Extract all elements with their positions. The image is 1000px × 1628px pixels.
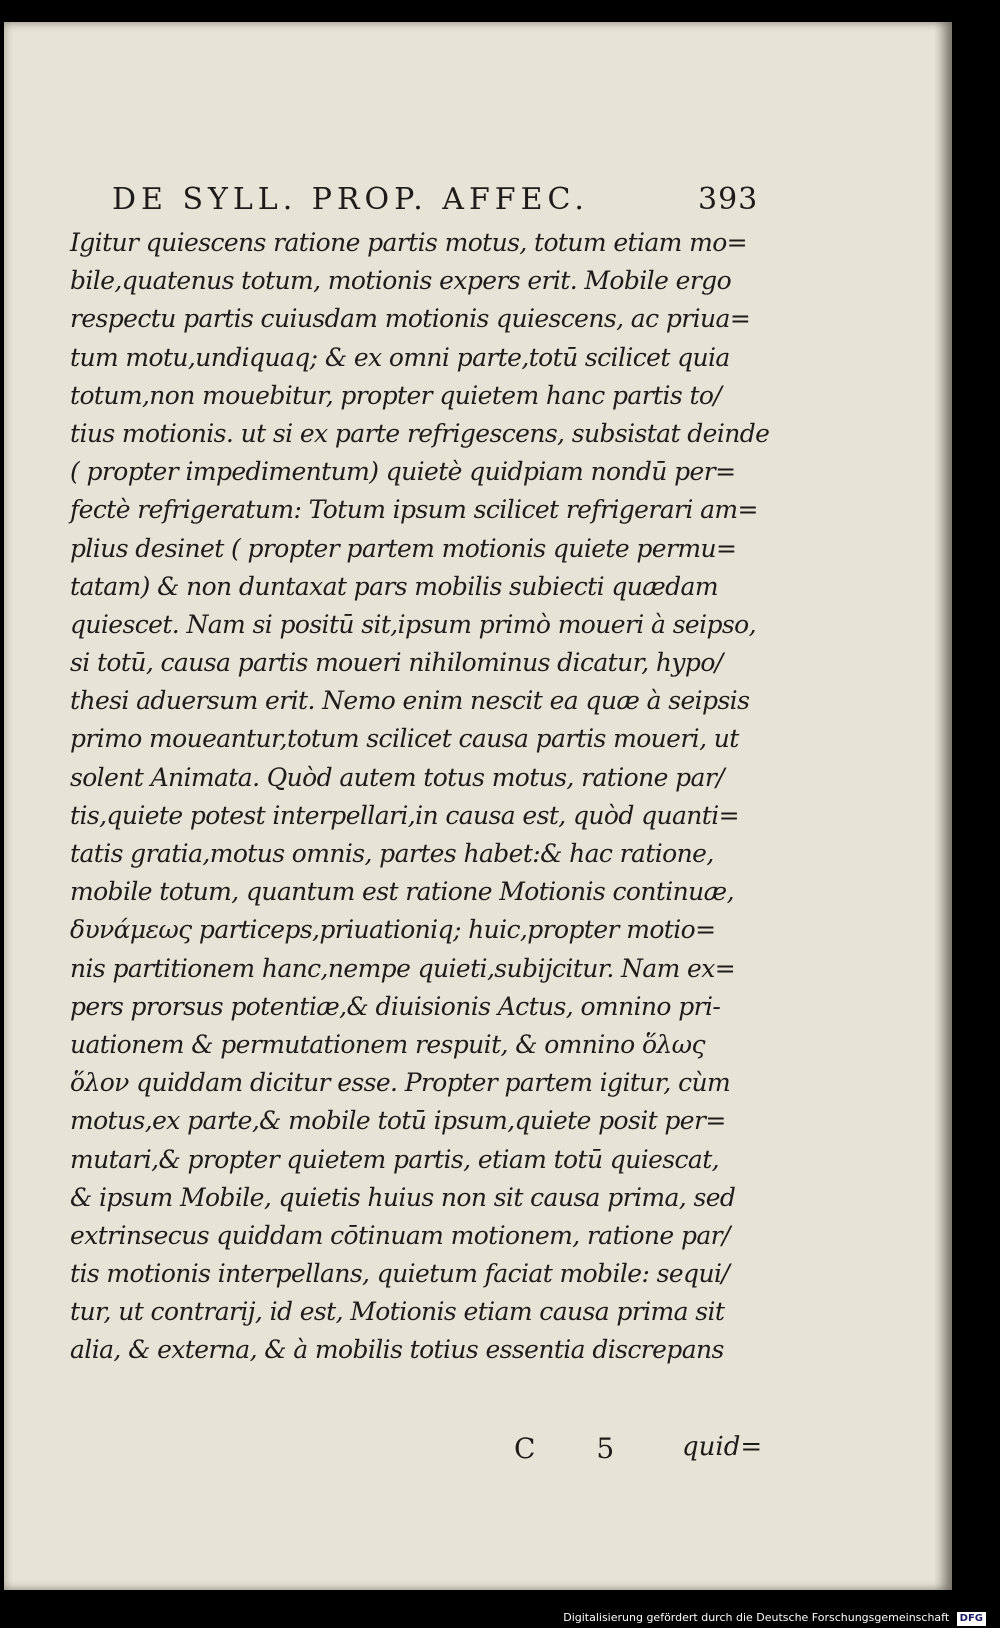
text-line: thesi aduersum erit. Nemo enim nescit ea quæ à seipsis [70, 686, 750, 716]
text-line: Igitur quiescens ratione partis motus, totum etiam mo= [70, 228, 748, 257]
text-line: totum,non mouebitur, propter quietem hanc partis to/ [70, 380, 722, 410]
text-line: uationem & permutationem respuit, & omnino ὅλως [70, 1029, 705, 1059]
text-line: & ipsum Mobile, quietis huius non sit causa prima, sed [70, 1182, 736, 1212]
text-line: mutari,& propter quietem partis, etiam totū quiescat, [70, 1144, 720, 1174]
book-page [4, 22, 952, 1590]
text-line: tatis gratia,motus omnis, partes habet:& hac ratione, [70, 839, 714, 868]
text-line: extrinsecus quiddam cōtinuam motionem, ratione par/ [70, 1220, 730, 1250]
text-line: alia, & externa, & à mobilis totius essentia discrepans [70, 1335, 724, 1365]
text-line: nis partitionem hanc,nempe quieti,subijcitur. Nam ex= [70, 953, 736, 983]
text-line: mobile totum, quantum est ratione Motionis continuæ, [70, 877, 734, 907]
text-line: respectu partis cuiusdam motionis quiescens, ac priua= [70, 304, 751, 334]
text-line: plius desinet ( propter partem motionis quiete permu= [70, 533, 737, 563]
digitization-credit [563, 1611, 986, 1626]
text-line: ὅλον quiddam dicitur esse. Propter partem igitur, cùm [70, 1068, 731, 1098]
text-line: tatam) & non duntaxat pars mobilis subiecti quædam [70, 571, 718, 601]
text-line: solent Animata. Quòd autem totus motus, ratione par/ [70, 762, 724, 792]
text-line: bile,quatenus totum, motionis expers erit. Mobile ergo [70, 266, 732, 296]
text-line: pers prorsus potentiæ,& diuisionis Actus, omnino pri- [70, 991, 721, 1021]
text-line: fectè refrigeratum: Totum ipsum scilicet refrigerari am= [70, 495, 758, 525]
dfg-logo: DFG [957, 1612, 986, 1626]
text-line: primo moueantur,totum scilicet causa partis moueri, ut [70, 724, 739, 754]
body-text [70, 224, 770, 1370]
text-line: tius motionis. ut si ex parte refrigescens, subsistat deinde [70, 418, 770, 448]
text-line: tis motionis interpellans, quietum faciat mobile: sequi/ [70, 1259, 730, 1289]
credit-text: Digitalisierung gefördert durch die Deutsche Forschungsgemeinschaft [563, 1611, 950, 1624]
text-line: tur, ut contrarij, id est, Motionis etiam causa prima sit [70, 1297, 725, 1327]
signature-mark: C 5 [514, 1432, 641, 1465]
text-line: si totū, causa partis moueri nihilominus dicatur, hypo/ [70, 648, 723, 678]
text-line: motus,ex parte,& mobile totū ipsum,quiete posit per= [70, 1106, 726, 1136]
page-number: 393 [698, 182, 759, 217]
page-edge-shadow [934, 22, 952, 1590]
text-line: quiescet. Nam si positū sit,ipsum primò moueri à seipso, [70, 609, 756, 639]
catchword: quid= [682, 1432, 763, 1462]
text-line: tis,quiete potest interpellari,in causa est, quòd quanti= [70, 800, 739, 830]
text-line: δυνάμεως particeps,priuationiq; huic,propter motio= [70, 915, 716, 945]
text-line: tum motu,undiquaq; & ex omni parte,totū scilicet quia [70, 342, 730, 372]
running-head: DE SYLL. PROP. AFFEC. [112, 182, 589, 217]
text-line: ( propter impedimentum) quietè quidpiam nondū per= [70, 457, 736, 487]
